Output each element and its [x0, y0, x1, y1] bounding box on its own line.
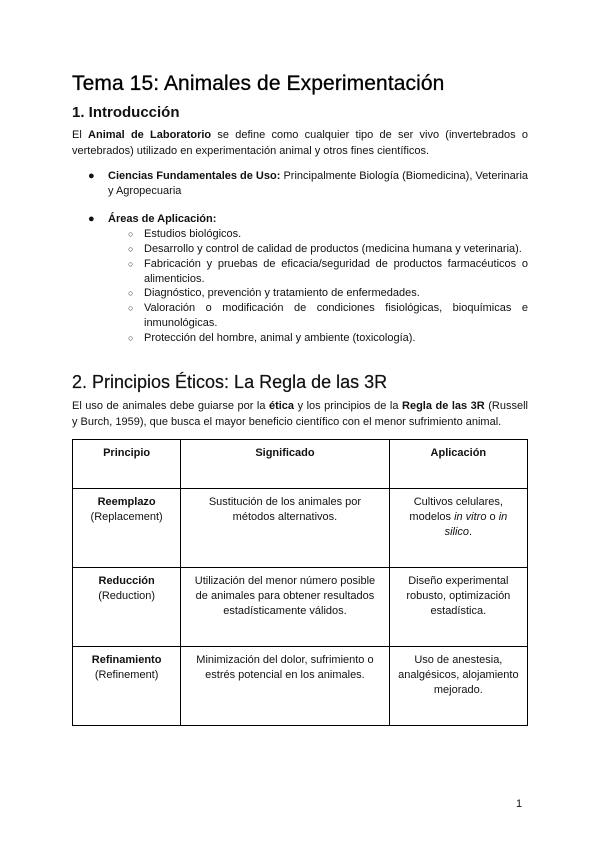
app-text: o: [486, 511, 499, 523]
cell-aplicacion: [389, 489, 527, 568]
app-text: Cultivos celulares, modelos: [409, 496, 503, 523]
sub-bullet-circle: ○: [128, 303, 134, 313]
list-item-text: Protección del hombre, animal y ambiente (toxicología).: [144, 332, 416, 344]
sub-bullet-circle: ○: [128, 288, 134, 298]
app-italic: in silico: [444, 511, 508, 538]
app-text: .: [469, 526, 473, 538]
table-header-row: [73, 440, 528, 489]
table-row: [73, 647, 528, 726]
header-principio: Principio: [73, 440, 181, 489]
sub-bullet-circle: ○: [128, 259, 134, 269]
principios-text-1: El uso de animales debe guiarse por la: [72, 400, 269, 412]
list-item-text: Desarrollo y control de calidad de productos (medicina humana y veterinaria).: [144, 243, 522, 255]
bullet-dot: ●: [88, 213, 95, 225]
principle-english: (Reduction): [98, 590, 156, 602]
cell-significado: Utilización del menor número posible de animales para obtener resultados estadísticamente válidos.: [181, 568, 389, 647]
cell-principio: [73, 489, 181, 568]
principios-bold-etica: ética: [268, 400, 295, 412]
cell-aplicacion: Uso de anestesia, analgésicos, alojamiento mejorado.: [389, 647, 527, 726]
bullet-ciencias-label: Ciencias Fundamentales de Uso:: [108, 170, 281, 182]
intro-text-pre: El: [72, 129, 89, 141]
page-title: Tema 15: Animales de Experimentación: [72, 72, 445, 95]
cell-principio: [73, 647, 181, 726]
table-row: [73, 489, 528, 568]
header-aplicacion: Aplicación: [389, 440, 527, 489]
principle-name: Reemplazo: [97, 496, 156, 508]
page-number: 1: [516, 798, 523, 810]
bullet-dot: ●: [88, 170, 95, 182]
principios-bold-regla: Regla de las 3R: [402, 400, 485, 412]
bullet-ciencias-text: [108, 169, 528, 199]
intro-paragraph: [72, 127, 528, 159]
sub-bullet-circle: ○: [128, 244, 134, 254]
intro-text-post: se define como cualquier tipo de ser vivo (invertebrados o vertebrados) utilizado en experimentación animal y otros fines científicos.: [72, 129, 528, 157]
header-significado: Significado: [181, 440, 389, 489]
cell-principio: [73, 568, 181, 647]
principle-name: Reducción: [98, 575, 155, 587]
cell-significado: Sustitución de los animales por métodos alternativos.: [181, 489, 389, 568]
principios-text-2: y los principios de la: [294, 400, 403, 412]
section-heading-introduccion: 1. Introducción: [72, 104, 180, 121]
cell-aplicacion: Diseño experimental robusto, optimización estadística.: [389, 568, 527, 647]
list-item-text: Diagnóstico, prevención y tratamiento de enfermedades.: [144, 287, 420, 299]
principios-text-3: (Russell y Burch, 1959), que busca el mayor beneficio científico con el menor sufrimiento animal.: [72, 400, 528, 428]
list-item-text: Valoración o modificación de condiciones fisiológicas, bioquímicas e inmunológicas.: [144, 302, 528, 329]
list-item-text: Estudios biológicos.: [144, 228, 242, 240]
sub-bullet-circle: ○: [128, 333, 134, 343]
app-italic: in vitro: [454, 511, 487, 523]
bullet-ciencias-value: Principalmente Biología (Biomedicina), Veterinaria y Agropecuaria: [108, 170, 529, 197]
cell-significado: Minimización del dolor, sufrimiento o estrés potencial en los animales.: [181, 647, 389, 726]
intro-bold-term: Animal de Laboratorio: [88, 129, 212, 141]
3r-table: [72, 439, 528, 726]
principle-english: (Replacement): [90, 511, 163, 523]
table-row: [73, 568, 528, 647]
principle-english: (Refinement): [94, 669, 159, 681]
sub-bullet-circle: ○: [128, 229, 134, 239]
principle-name: Refinamiento: [91, 654, 162, 666]
principios-paragraph: [72, 398, 528, 430]
bullet-areas-label: [108, 212, 528, 227]
list-item-text: Fabricación y pruebas de eficacia/seguridad de productos farmacéuticos o alimenticios.: [144, 258, 528, 285]
bullet-areas-bold: Áreas de Aplicación:: [108, 213, 217, 225]
section-heading-principios: 2. Principios Éticos: La Regla de las 3R: [72, 372, 388, 392]
